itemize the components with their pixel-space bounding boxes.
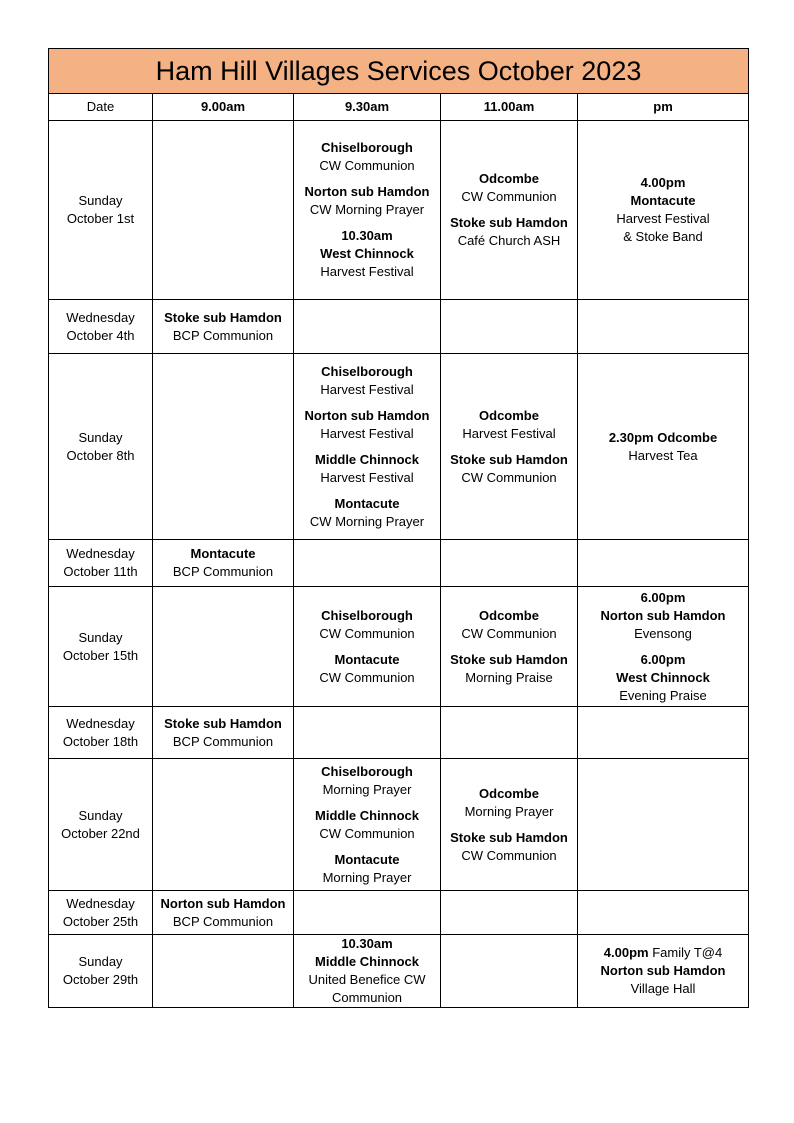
schedule-row (49, 759, 749, 891)
date-line: Wednesday (66, 309, 135, 325)
date-line: October 4th (66, 327, 135, 343)
date-line: October 15th (62, 647, 139, 663)
date-cell (49, 354, 153, 540)
service-type: Harvest Festival (320, 381, 414, 397)
service-type: BCP Communion (172, 913, 274, 929)
service-type: CW Communion (319, 625, 415, 641)
cell-pm (578, 707, 749, 759)
column-header-date: Date (49, 94, 153, 121)
cell-900 (153, 759, 294, 891)
date-line: October 11th (63, 564, 138, 579)
service-time-line (578, 944, 748, 962)
schedule-row (49, 935, 749, 1008)
service-location: West Chinnock (320, 246, 414, 261)
service-location: 2.30pm Odcombe (608, 429, 718, 445)
cell-1100 (441, 891, 578, 935)
service-type: CW Morning Prayer (309, 513, 425, 529)
column-header-1100: 11.00am (441, 94, 578, 121)
service-type: CW Communion (461, 625, 557, 641)
service-type: Harvest Tea (628, 447, 698, 463)
service-time: 6.00pm (640, 589, 686, 605)
cell-930 (294, 587, 441, 707)
cell-pm (578, 587, 749, 707)
service-location: Chiselborough (321, 763, 413, 779)
cell-900 (153, 540, 294, 587)
service-location: Montacute (334, 851, 400, 867)
date-line: October 18th (62, 733, 139, 749)
date-line: Sunday (78, 807, 123, 823)
service-type-cont: & Stoke Band (623, 229, 703, 244)
cell-pm (578, 540, 749, 587)
service-time-line (294, 227, 440, 245)
service-type: BCP Communion (172, 733, 274, 749)
service-time: 6.00pm (640, 651, 686, 667)
date-cell (49, 587, 153, 707)
service-location: Middle Chinnock (315, 451, 419, 467)
service-location: Stoke sub Hamdon (450, 829, 568, 845)
cell-1100 (441, 540, 578, 587)
service-type: CW Communion (461, 847, 557, 863)
schedule-row (49, 354, 749, 540)
service-location: Montacute (334, 495, 400, 511)
cell-1100 (441, 759, 578, 891)
date-line: October 22nd (61, 825, 140, 841)
service-location: Montacute (630, 193, 696, 208)
service-type: Harvest Festival (462, 425, 556, 441)
service-time-line (294, 935, 440, 953)
service-type: BCP Communion (172, 327, 274, 343)
service-location: Stoke sub Hamdon (450, 215, 568, 230)
spacer (441, 643, 577, 651)
service-location: Odcombe (479, 785, 539, 801)
date-line: Wednesday (66, 546, 135, 561)
service-type: CW Communion (319, 825, 415, 841)
cell-pm (578, 354, 749, 540)
schedule-row (49, 587, 749, 707)
service-time-note: Family T@4 (648, 945, 723, 960)
column-header-pm: pm (578, 94, 749, 121)
cell-pm (578, 759, 749, 891)
service-type: CW Communion (319, 669, 415, 685)
cell-1100 (441, 587, 578, 707)
cell-900 (153, 935, 294, 1008)
date-cell (49, 759, 153, 891)
date-cell (49, 935, 153, 1008)
service-location: Norton sub Hamdon (600, 963, 726, 978)
date-line: October 25th (62, 913, 139, 929)
service-type: Morning Prayer (464, 803, 554, 819)
spacer (294, 843, 440, 851)
date-cell (49, 121, 153, 300)
spacer (294, 219, 440, 227)
cell-930 (294, 300, 441, 354)
service-location: Odcombe (479, 171, 539, 186)
service-location: West Chinnock (616, 669, 710, 685)
spacer (441, 206, 577, 214)
cell-930 (294, 759, 441, 891)
service-time: 4.00pm (640, 175, 686, 190)
service-type: CW Communion (319, 158, 415, 173)
service-type: CW Communion (461, 189, 557, 204)
service-type: CW Communion (461, 469, 557, 485)
service-location: Norton sub Hamdon (160, 895, 286, 911)
service-time-line (578, 589, 748, 607)
date-line: Sunday (78, 954, 123, 969)
service-location: Montacute (190, 546, 256, 561)
cell-900 (153, 891, 294, 935)
spacer (294, 799, 440, 807)
service-type: Harvest Festival (320, 425, 414, 441)
spacer (294, 175, 440, 183)
date-cell (49, 300, 153, 354)
spacer (441, 821, 577, 829)
header-row (49, 94, 749, 121)
service-time: 10.30am (341, 936, 393, 951)
service-location: Odcombe (479, 607, 539, 623)
schedule-row (49, 891, 749, 935)
service-time: 4.00pm (603, 945, 649, 960)
spacer (441, 443, 577, 451)
cell-930 (294, 891, 441, 935)
date-line: October 1st (66, 211, 135, 226)
service-location: Stoke sub Hamdon (164, 309, 282, 325)
spacer (294, 487, 440, 495)
service-location: Middle Chinnock (315, 807, 419, 823)
cell-1100 (441, 707, 578, 759)
cell-1100 (441, 121, 578, 300)
service-location: Stoke sub Hamdon (450, 651, 568, 667)
date-line: Wednesday (66, 895, 135, 911)
service-type: Village Hall (630, 981, 696, 996)
service-type: United Benefice CW (308, 972, 426, 987)
date-line: Sunday (78, 429, 123, 445)
service-location: Odcombe (479, 407, 539, 423)
page-title: Ham Hill Villages Services October 2023 (49, 49, 749, 94)
cell-1100 (441, 354, 578, 540)
cell-900 (153, 707, 294, 759)
spacer (294, 643, 440, 651)
service-type: Harvest Festival (320, 469, 414, 485)
service-type: Café Church ASH (457, 233, 561, 248)
cell-930 (294, 121, 441, 300)
cell-1100 (441, 935, 578, 1008)
schedule-row (49, 540, 749, 587)
service-time: 10.30am (341, 228, 393, 243)
service-location: Stoke sub Hamdon (450, 451, 568, 467)
date-line: October 8th (66, 447, 135, 463)
service-type: Morning Prayer (322, 869, 412, 885)
cell-930 (294, 935, 441, 1008)
service-location: Stoke sub Hamdon (164, 715, 282, 731)
cell-900 (153, 300, 294, 354)
service-location: Norton sub Hamdon (600, 607, 726, 623)
service-type: Harvest Festival (320, 264, 414, 279)
date-line: Wednesday (66, 715, 135, 731)
service-location: Chiselborough (321, 607, 413, 623)
schedule-row (49, 707, 749, 759)
service-location: Norton sub Hamdon (304, 407, 430, 423)
schedule-row (49, 300, 749, 354)
date-cell (49, 707, 153, 759)
service-location: Norton sub Hamdon (304, 184, 430, 199)
column-header-930: 9.30am (294, 94, 441, 121)
cell-900 (153, 587, 294, 707)
service-location: Montacute (334, 651, 400, 667)
cell-930 (294, 540, 441, 587)
date-cell (49, 540, 153, 587)
service-location: Chiselborough (321, 140, 413, 155)
spacer (294, 443, 440, 451)
column-header-900: 9.00am (153, 94, 294, 121)
service-type-cont: Communion (331, 990, 403, 1005)
cell-pm (578, 935, 749, 1008)
date-line: October 29th (62, 972, 139, 987)
service-type: Harvest Festival (616, 211, 710, 226)
cell-900 (153, 354, 294, 540)
service-type: Morning Praise (465, 669, 553, 685)
cell-930 (294, 707, 441, 759)
spacer (578, 643, 748, 651)
date-line: Sunday (78, 193, 123, 208)
cell-pm (578, 300, 749, 354)
service-type: Morning Prayer (322, 781, 412, 797)
cell-pm (578, 891, 749, 935)
date-cell (49, 891, 153, 935)
cell-930 (294, 354, 441, 540)
cell-1100 (441, 300, 578, 354)
service-type: BCP Communion (172, 564, 274, 579)
schedule-row (49, 121, 749, 300)
cell-pm (578, 121, 749, 300)
service-location: Chiselborough (321, 363, 413, 379)
service-type: Evensong (634, 625, 692, 641)
service-type: CW Morning Prayer (309, 202, 425, 217)
service-time-line (578, 174, 748, 192)
cell-900 (153, 121, 294, 300)
service-time-line (578, 651, 748, 669)
spacer (294, 399, 440, 407)
services-table (48, 48, 749, 1008)
service-type: Evening Praise (619, 687, 707, 703)
service-location: Middle Chinnock (315, 954, 419, 969)
date-line: Sunday (78, 629, 123, 645)
schedule-body (49, 121, 749, 1008)
